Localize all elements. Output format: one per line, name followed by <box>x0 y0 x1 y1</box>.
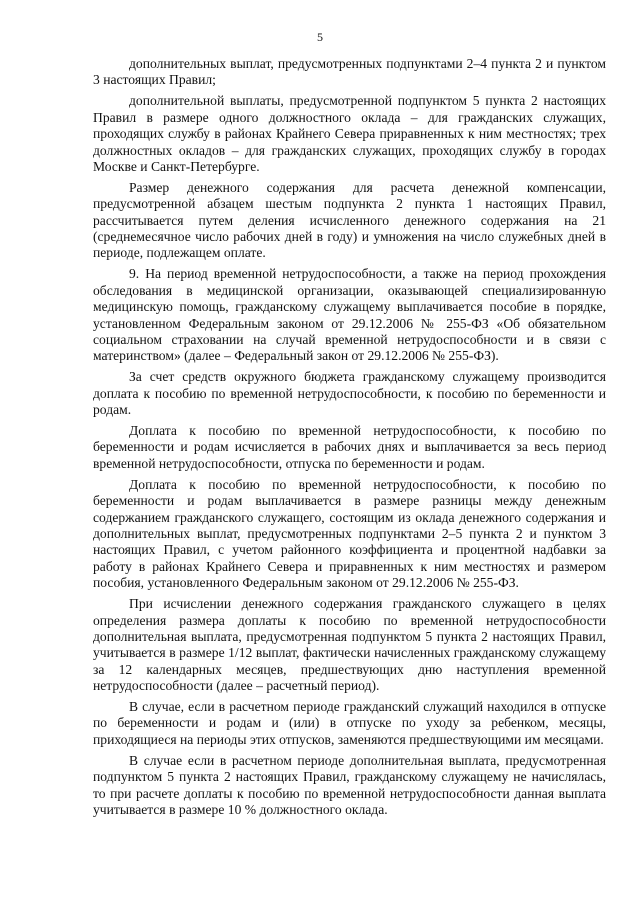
paragraph-4-clause-9-sick-leave: 9. На период временной нетрудоспособности, а также на период прохождения обследования в медицинской организации, оказывающей специализированную медицинскую помощь, гражданскому служащему выплачивается пособие в порядке, установленном Федеральным законом от 29.12.2006 № 255-ФЗ «Об обязательном социальном страховании на случай временной нетрудоспособности и в связи с материнством» (далее – Федеральный закон от 29.12.2006 № 255-ФЗ). <box>93 266 606 364</box>
paragraph-6-supplement-working-days: Доплата к пособию по временной нетрудоспособности, к пособию по беременности и родам исчисляется в рабочих днях и выплачивается за весь период временной нетрудоспособности, отпуска по беременности и родам. <box>93 423 606 471</box>
paragraph-2-additional-payment-size: дополнительной выплаты, предусмотренной подпунктом 5 пункта 2 настоящих Правил в размере одного должностного оклада – для гражданских служащих, проходящих службу в районах Крайнего Севера приравненных к ним местностях; трех должностных окладов – для гражданских служащих, проходящих службу в городах Москве и Санкт-Петербурге. <box>93 93 606 174</box>
paragraph-7-supplement-amount: Доплата к пособию по временной нетрудоспособности, к пособию по беременности и родам выплачивается в размере разницы между денежным содержанием гражданского служащего, состоящим из оклада денежного содержания и дополнительных выплат, предусмотренных подпунктами 2–5 пункта 2 и пунктом 3 настоящих Правил, с учетом районного коэффициента и процентной надбавки за работу в районах Крайнего Севера и приравненных к ним местностях и размером пособия, установленного Федеральным законом от 29.12.2006 № 255-ФЗ. <box>93 476 606 591</box>
paragraph-8-calculation-period: При исчислении денежного содержания гражданского служащего в целях определения размера доплаты к пособию по временной нетрудоспособности дополнительная выплата, предусмотренная подпунктом 5 пункта 2 настоящих Правил, учитывается в размере 1/12 выплат, фактически начисленных гражданскому служащему за 12 календарных месяцев, предшествующих дню наступления временной нетрудоспособности (далее – расчетный период). <box>93 596 606 694</box>
page-number: 5 <box>317 30 323 44</box>
paragraph-9-maternity-leave-months: В случае, если в расчетном периоде гражданский служащий находился в отпуске по беременности и родам и (или) в отпуске по уходу за ребенком, месяцы, приходящиеся на периоды этих отпусков, заменяются предшествующими им месяцами. <box>93 699 606 747</box>
paragraph-3-compensation-calculation: Размер денежного содержания для расчета денежной компенсации, предусмотренной абзацем шестым подпункта 2 пункта 1 настоящих Правил, рассчитывается путем деления исчисленного денежного содержания на 21 (среднемесячное число рабочих дней в году) и умножения на число служебных дней в периоде, подлежащем оплате. <box>93 179 606 261</box>
paragraph-5-regional-budget-supplement: За счет средств окружного бюджета гражданскому служащему производится доплата к пособию по временной нетрудоспособности, к пособию по беременности и родам. <box>93 369 606 418</box>
document-body <box>93 56 606 823</box>
paragraph-1-additional-payments-list: дополнительных выплат, предусмотренных подпунктами 2–4 пункта 2 и пунктом 3 настоящих Правил; <box>93 56 606 88</box>
paragraph-10-ten-percent-rule: В случае если в расчетном периоде дополнительная выплата, предусмотренная подпунктом 5 пункта 2 настоящих Правил, гражданскому служащему не начислялась, то при расчете доплаты к пособию по временной нетрудоспособности данная выплата учитывается в размере 10 % должностного оклада. <box>93 752 606 817</box>
